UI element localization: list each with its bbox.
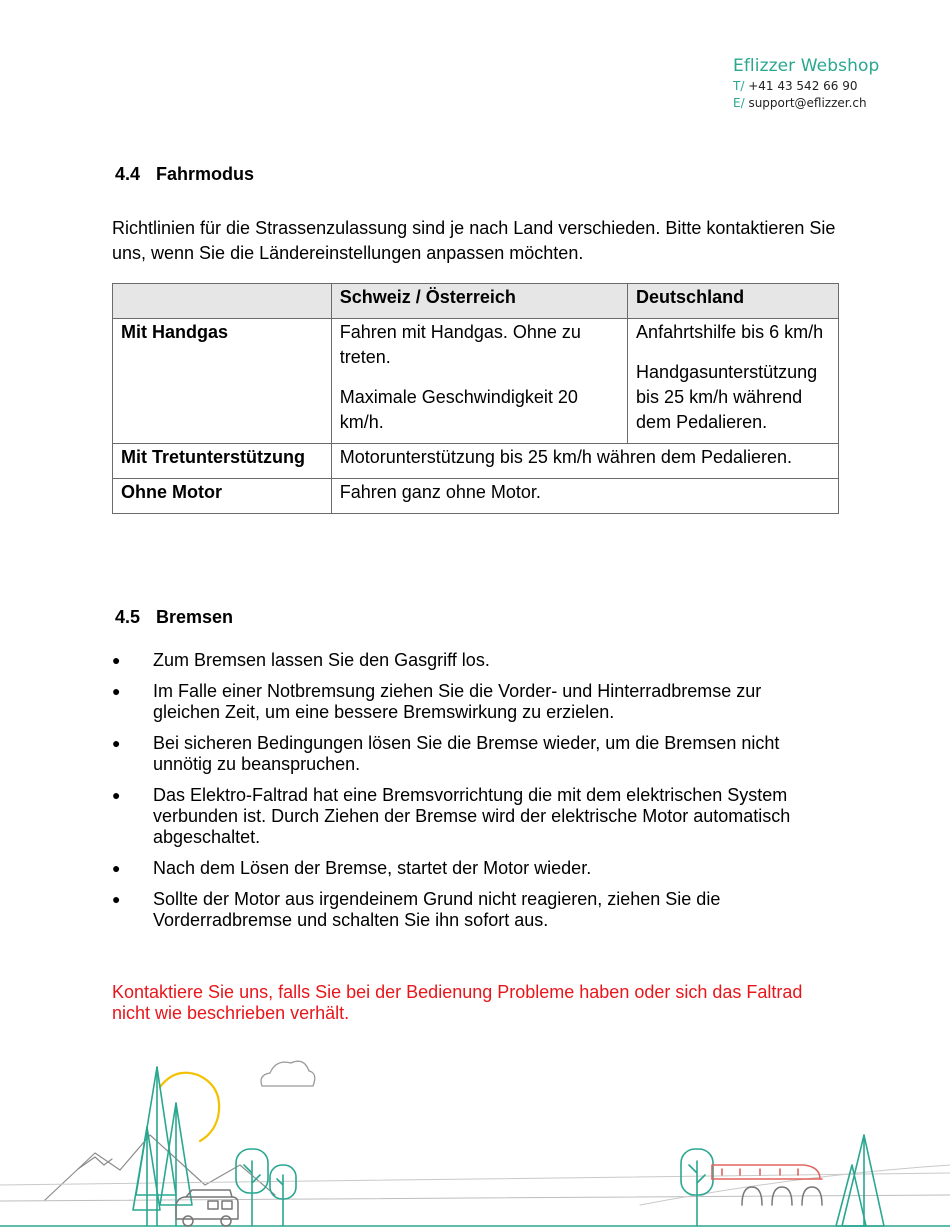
table-header-row	[113, 284, 839, 319]
section-title: Fahrmodus	[156, 164, 255, 184]
section-number: 4.5	[115, 607, 141, 627]
list-item-text: Zum Bremsen lassen Sie den Gasgriff los.	[153, 650, 490, 670]
email-address[interactable]: support@eflizzer.ch	[748, 96, 867, 110]
list-item-text: Sollte der Motor aus irgendeinem Grund nicht reagieren, ziehen Sie die Vorderradbremse und schalten Sie ihn sofort aus.	[153, 889, 721, 930]
cell-paragraph: Handgasunterstützung bis 25 km/h während dem Pedalieren.	[636, 362, 818, 432]
list-item	[112, 650, 822, 671]
brand-name: Eflizzer Webshop	[733, 56, 880, 76]
section-title: Bremsen	[156, 607, 234, 627]
list-item-text: Bei sicheren Bedingungen lösen Sie die Bremse wieder, um die Bremsen nicht unnötig zu beanspruchen.	[153, 733, 780, 774]
list-item	[112, 733, 822, 775]
cell-merged: Fahren ganz ohne Motor.	[331, 479, 838, 514]
list-item-text: Im Falle einer Notbremsung ziehen Sie die Vorder- und Hinterradbremse zur gleichen Zeit, um eine bessere Bremswirkung zu erzielen.	[153, 681, 762, 722]
header-ch-at: Schweiz / Österreich	[331, 284, 627, 319]
support-notice: Kontaktiere Sie uns, falls Sie bei der Bedienung Probleme haben oder sich das Faltrad nicht wie beschrieben verhält.	[112, 982, 803, 1023]
bullet-icon: ●	[112, 787, 121, 803]
table-row	[113, 479, 839, 514]
bullet-icon: ●	[112, 735, 121, 751]
bullet-icon: ●	[112, 652, 121, 668]
row-label: Mit Handgas	[113, 319, 332, 444]
intro-paragraph: Richtlinien für die Strassenzulassung sind je nach Land verschieden. Bitte kontaktieren Sie uns, wenn Sie die Ländereinstellungen anpassen möchten.	[112, 218, 836, 263]
section-heading-fahrmodus	[115, 164, 254, 185]
driving-mode-table	[112, 283, 839, 514]
brake-instructions-list	[112, 650, 822, 941]
list-item	[112, 785, 822, 848]
sun-icon	[160, 1073, 219, 1141]
tree-icon	[236, 1149, 713, 1226]
list-item	[112, 858, 822, 879]
header-de: Deutschland	[628, 284, 839, 319]
camper-van-icon	[176, 1190, 238, 1226]
phone-prefix: T/	[733, 79, 745, 93]
email-line	[733, 96, 879, 110]
cloud-icon	[261, 1061, 315, 1086]
bullet-icon: ●	[112, 683, 121, 699]
bullet-icon: ●	[112, 860, 121, 876]
cell-paragraph: Fahren mit Handgas. Ohne zu treten.	[339, 322, 581, 367]
row-label: Ohne Motor	[113, 479, 332, 514]
phone-line	[733, 79, 879, 93]
list-item-text: Nach dem Lösen der Bremse, startet der Motor wieder.	[153, 858, 592, 878]
list-item	[112, 681, 822, 723]
cell-paragraph: Maximale Geschwindigkeit 20 km/h.	[339, 387, 578, 432]
table-row	[113, 319, 839, 444]
cell-de	[628, 319, 839, 444]
section-number: 4.4	[115, 164, 141, 184]
table-row	[113, 444, 839, 479]
landscape-illustration	[0, 1045, 950, 1229]
list-item	[112, 889, 822, 931]
email-prefix: E/	[733, 96, 745, 110]
cell-merged: Motorunterstützung bis 25 km/h währen dem Pedalieren.	[331, 444, 838, 479]
row-label: Mit Tretunterstützung	[113, 444, 332, 479]
header-empty-cell	[113, 284, 332, 319]
cell-paragraph: Anfahrtshilfe bis 6 km/h	[636, 322, 824, 342]
contact-header	[733, 56, 879, 110]
cell-ch-at	[331, 319, 627, 444]
bullet-icon: ●	[112, 891, 121, 907]
phone-number: +41 43 542 66 90	[748, 79, 858, 93]
list-item-text: Das Elektro-Faltrad hat eine Bremsvorrichtung die mit dem elektrischen System verbunden ist. Durch Ziehen der Bremse wird der elektrische Motor automatisch abgeschaltet.	[153, 785, 791, 847]
pine-tree-icon	[836, 1135, 884, 1226]
train-icon	[712, 1165, 822, 1179]
section-heading-bremsen	[115, 607, 233, 628]
